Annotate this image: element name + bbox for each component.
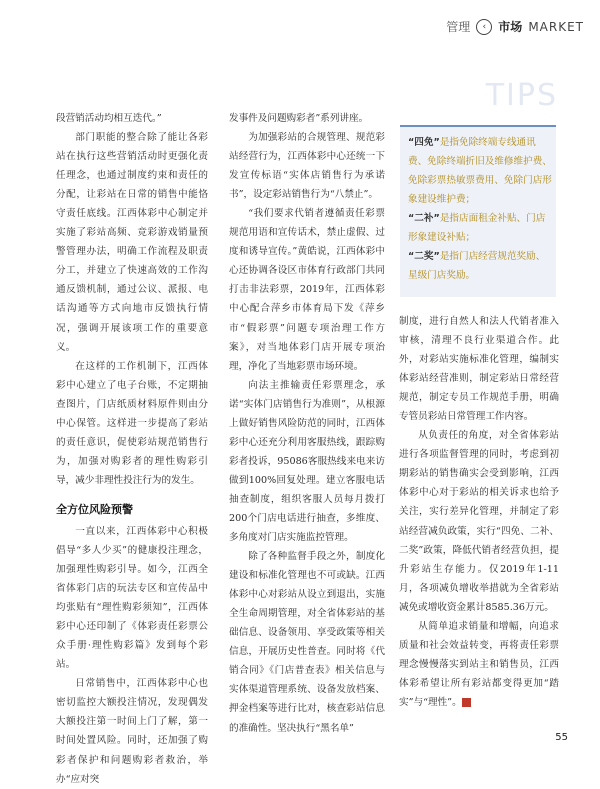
paragraph-text: 从简单追求销量和增幅，向追求质量和社会效益转变，再将责任彩票理念慢慢落实到站主和销售员，江西体彩希望让所有彩站都变得更加“踏实”与“理性”。 (399, 620, 559, 708)
paragraph: “我们要求代销者遵循责任彩票规范用语和宣传话术，禁止虚假、过度和诱导宣传。”黄皓说，江西体彩中心还协调各设区市体育行政部门共同打击非法彩票，2019年，江西体彩中心配合萍乡市体育局下发《萍乡市“假彩票”问题专项治理工作方案》，对当地体彩门店开展专项治理，净化了当地彩票市场环境。 (229, 208, 385, 372)
column-1 (56, 109, 208, 789)
section-label: 管理 (446, 20, 471, 34)
column-2 (229, 109, 385, 738)
paragraph: 部门职能的整合除了能让各彩站在执行这些营销活动时更强化责任理念，也通过制度约束和责任的分配，让彩站在日常的销售中能恪守责任底线。江西体彩中心制定并实施了彩站高频、竞彩游戏销量预警管理办法，明确工作流程及职责分工，并建立了快速高效的工作沟通反馈机制，通过公议、派报、电话沟通等方式向地市反馈执行情况，强调开展该项工作的重要意义。 (56, 132, 208, 353)
paragraph: 向法主推输责任彩票理念，承诺“实体门店销售行为准则”，从根源上做好销售风险防范的同时，江西体彩中心还充分利用客服热线，跟踪购彩者投诉，95086客服热线来电来访做到100%回复处理。建立客服电话抽查制度，组织客服人员每月拨打200个门店电话进行抽查，多维度、多角度对门店实施监控管理。 (229, 379, 385, 544)
paragraph: 从负责任的角度，对全省体彩站进行各项监督管理的同时，考虑到初期彩站的销售确实会受到影响，江西体彩中心对于彩站的相关诉求也给予关注，实行差异化管理，并制定了彩站经营减负政策，实行“四免、二补、二奖”政策，降低代销者经营负担，提升彩站生存能力。仅2019年1-11月，各项减负增收举措就为全省彩站减免或增收资金累计8585.36万元。 (399, 430, 559, 613)
paragraph: 在这样的工作机制下，江西体彩中心建立了电子台账，不定期抽查图片，门店纸质材料原件则由分中心保管。这样进一步提高了彩站的责任意识，促使彩站规范销售行为，加强对购彩者的理性购彩引导，减少非理性投注行为的发生。 (56, 360, 208, 486)
tips-term: “二补” (408, 213, 440, 224)
tips-desc: 是指门店经营规范奖励、星级门店奖励。 (408, 251, 546, 281)
page-header (446, 18, 584, 35)
tips-term: “二奖” (408, 251, 440, 262)
paragraph: 段营销活动均相互迭代。” (56, 113, 162, 124)
tips-watermark: TIPS (485, 78, 558, 113)
paragraph: 为加强彩站的合规管理、规范彩站经营行为，江西体彩中心还统一下发宣传标语“实体店销售行为承诺书”，设定彩站销售行为“八禁止”。 (229, 132, 385, 201)
paragraph (399, 617, 559, 712)
tips-term: “四免” (408, 137, 440, 148)
section-heading: 全方位风险预警 (56, 502, 133, 516)
tips-item (408, 133, 554, 209)
paragraph: 一直以来，江西体彩中心积极倡导“多人少买”的健康投注理念，加强理性购彩引导。如今，江西全省体彩门店的玩法专区和宣传品中均张贴有“理性购彩须知”，江西体彩中心还印制了《体彩责任彩票公众手册·理性购彩篇》发到每个彩站。 (56, 525, 208, 671)
tips-desc: 是指店面租金补贴、门店形象建设补贴； (408, 213, 546, 243)
tips-content (408, 133, 554, 285)
paragraph: 日常销售中，江西体彩中心也密切监控大额投注情况，发现偶发大额投注第一时间上门了解，第一时间处置风险。同时，还加强了购彩者保护和问题购彩者救治，举办“应对突 (56, 678, 208, 785)
chevron-left-icon: ‹ (476, 19, 492, 35)
tips-desc: 是指免除终端专线通讯费、免除终端折旧及维修维护费、免除彩票热敏票费用、免除门店形象建设维护费； (408, 137, 552, 205)
page-number: 55 (555, 732, 568, 743)
market-label-cn: 市场 (498, 20, 523, 34)
column-3 (399, 312, 559, 712)
tips-item (408, 247, 554, 285)
tips-item (408, 209, 554, 247)
market-label-en: MARKET (528, 19, 584, 34)
end-mark-icon: ■ (462, 698, 471, 707)
paragraph: 除了各种监督手段之外，制度化建设和标准化管理也不可或缺。江西体彩中心对彩站从设立到退出，实施全生命周期管理，对全省体彩站的基础信息、设备领用、享受政策等相关信息，开展历史性普查。同时将《代销合同》《门店普查表》相关信息与实体渠道管理系统、设备发放档案、押金档案等进行比对，核查彩站信息的准确性。坚决执行“黑名单” (229, 551, 385, 734)
paragraph: 发事件及问题购彩者”系列讲座。 (229, 113, 369, 124)
paragraph: 制度，进行自然人和法人代销者准入审核，清理不良行业渠道合作。此外，对彩站实施标准化管理，编制实体彩站经营准则，制定彩站日常经营规范，制定专员工作规范手册，明确专管员彩站日常管理工作内容。 (399, 316, 559, 423)
